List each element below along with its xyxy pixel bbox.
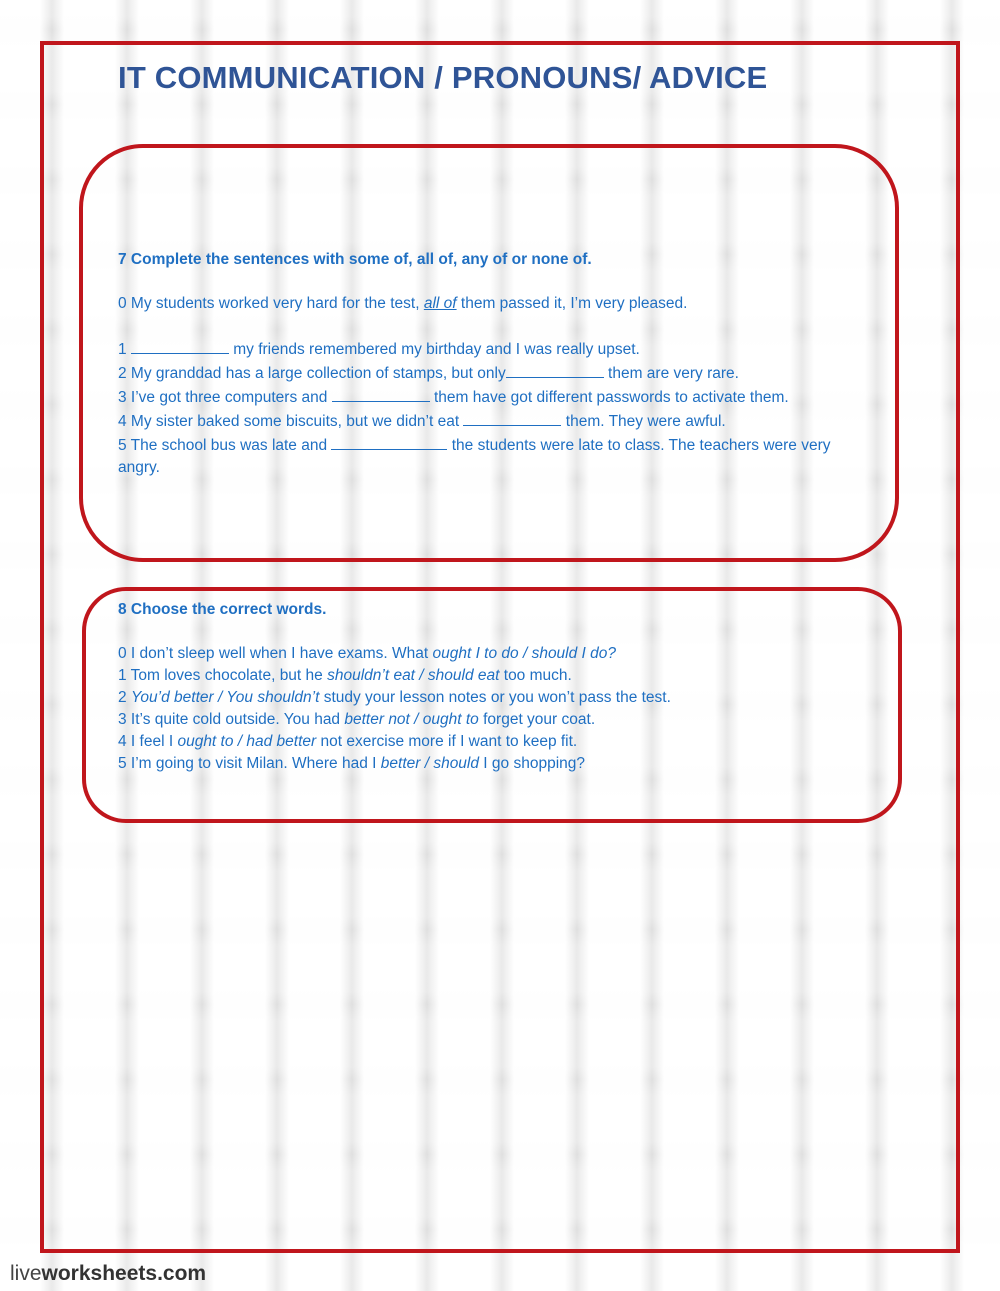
item-text-after: forget your coat. [478, 711, 596, 728]
logo-prefix: live [10, 1262, 42, 1285]
item-text-after: I go shopping? [479, 755, 586, 772]
page-title: IT COMMUNICATION / PRONOUNS/ ADVICE [118, 60, 768, 95]
exercise-7-heading: 7 Complete the sentences with some of, all of, any of or none of. [118, 251, 592, 268]
logo-bold: worksheets [41, 1262, 158, 1285]
choice-options[interactable]: shouldn’t eat / should eat [327, 667, 500, 684]
item-text-before: 4 I feel I [118, 733, 178, 750]
item-text-before: 0 I don’t sleep well when I have exams. What [118, 645, 433, 662]
logo-suffix: .com [157, 1262, 207, 1285]
exercise-8-item-1 [118, 665, 873, 687]
item-text-before: 1 [118, 341, 131, 358]
item-text-before: 3 I’ve got three computers and [118, 389, 332, 406]
choice-options[interactable]: better not / ought to [344, 711, 479, 728]
exercise-7 [118, 249, 873, 479]
exercise-8-item-2 [118, 687, 873, 709]
exercise-8 [118, 599, 873, 775]
item-text-before: 3 It’s quite cold outside. You had [118, 711, 345, 728]
exercise-7-item-3 [118, 385, 873, 409]
liveworksheets-logo [10, 1262, 206, 1286]
item-text-before: 5 I’m going to visit Milan. Where had I [118, 755, 381, 772]
exercise-8-item-5 [118, 753, 873, 775]
blank-input[interactable] [463, 409, 561, 426]
example-text-after: them passed it, I’m very pleased. [456, 295, 688, 312]
exercise-8-heading: 8 Choose the correct words. [118, 601, 327, 618]
blank-input[interactable] [332, 385, 430, 402]
item-text-after: them have got different passwords to activate them. [429, 389, 789, 406]
choice-options[interactable]: ought to / had better [177, 733, 317, 750]
exercise-7-item-5 [118, 433, 873, 479]
item-text-after: too much. [499, 667, 572, 684]
choice-options[interactable]: You’d better / You shouldn’t [130, 689, 320, 706]
item-text-before: 2 [118, 689, 131, 706]
example-answer: all of [423, 295, 457, 312]
blank-input[interactable] [506, 361, 604, 378]
exercise-8-item-4 [118, 731, 873, 753]
item-text-after: them are very rare. [603, 365, 739, 382]
exercise-7-item-2 [118, 361, 873, 385]
item-text-before: 5 The school bus was late and [118, 437, 332, 454]
item-text-after: not exercise more if I want to keep fit. [316, 733, 578, 750]
exercise-7-item-4 [118, 409, 873, 433]
choice-options[interactable]: better / should [380, 755, 479, 772]
blank-input[interactable] [331, 433, 447, 450]
choice-options[interactable]: ought I to do / should I do? [432, 645, 617, 662]
example-text-before: 0 My students worked very hard for the test, [118, 295, 424, 312]
item-text-after: the students were late to class. The teachers were very angry. [118, 437, 831, 476]
item-text-after: my friends remembered my birthday and I was really upset. [228, 341, 640, 358]
item-text-before: 1 Tom loves chocolate, but he [118, 667, 328, 684]
exercise-8-item-0 [118, 643, 873, 665]
exercise-8-item-3 [118, 709, 873, 731]
item-text-before: 4 My sister baked some biscuits, but we didn’t eat [118, 413, 464, 430]
item-text-after: study your lesson notes or you won’t pass the test. [319, 689, 671, 706]
item-text-before: 2 My granddad has a large collection of stamps, but only [118, 365, 506, 382]
blank-input[interactable] [131, 337, 229, 354]
exercise-7-item-1 [118, 337, 873, 361]
exercise-7-example [118, 293, 873, 315]
item-text-after: them. They were awful. [561, 413, 726, 430]
